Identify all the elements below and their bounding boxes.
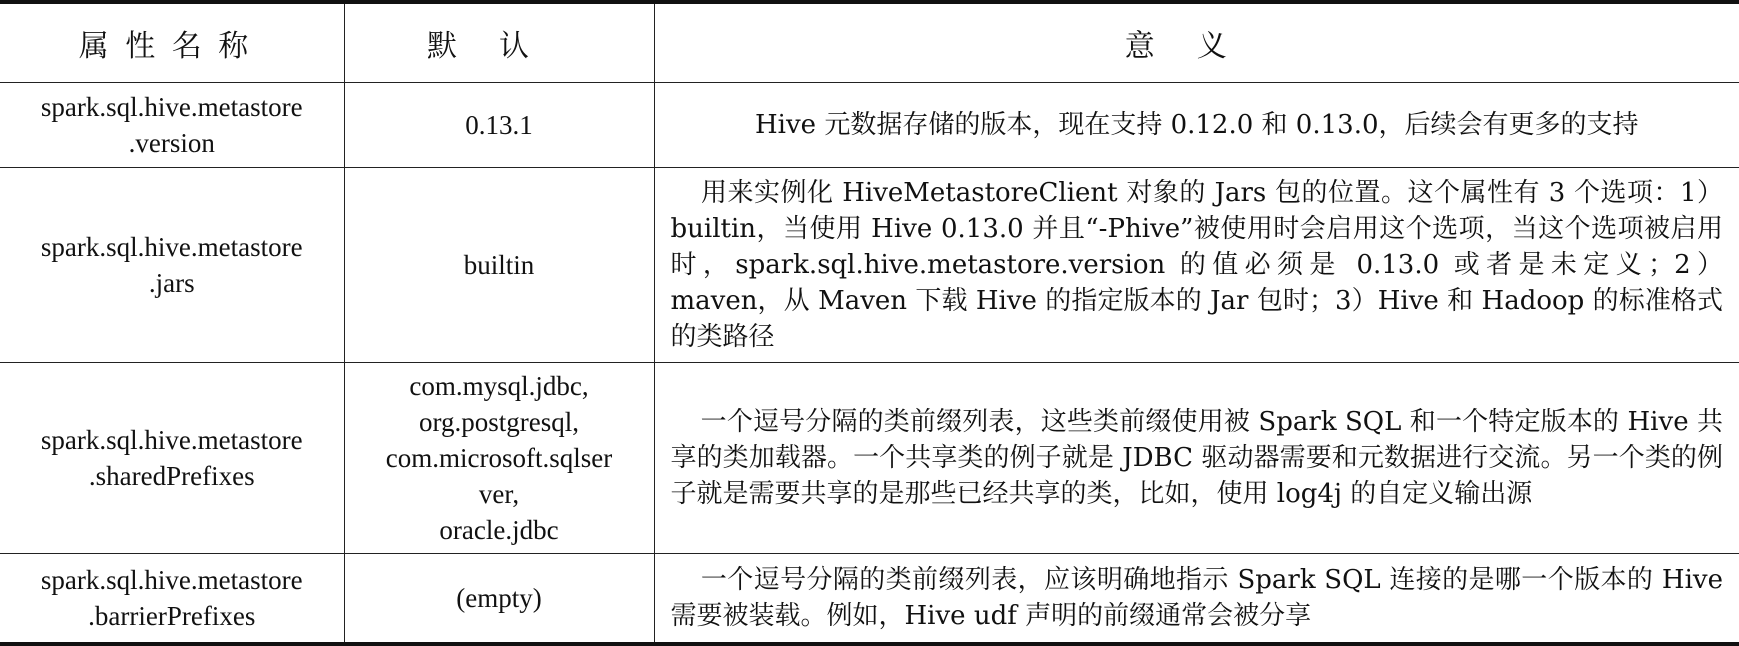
- property-name-line: .version: [128, 128, 215, 158]
- default-value-line: (empty): [456, 583, 542, 613]
- header-default: 默认: [344, 2, 654, 83]
- description-text: 一个逗号分隔的类前缀列表，这些类前缀使用被 Spark SQL 和一个特定版本的 Hive 共享的类加载器。一个共享类的例子就是 JDBC 驱动器需要和元数据进行交流。另一个类的例子就是需要共享的是那些已经共享的类，比如，使用 log4j 的自定义输出源: [670, 407, 1723, 509]
- table-row: [0, 554, 1739, 645]
- default-value-cell: [344, 83, 654, 168]
- property-name-line: spark.sql.hive.metastore: [40, 425, 303, 455]
- default-value-line: oracle.jdbc: [439, 515, 559, 545]
- table-row: [0, 168, 1739, 363]
- default-value-cell: [344, 554, 654, 645]
- description-text: 用来实例化 HiveMetastoreClient 对象的 Jars 包的位置。这个属性有 3 个选项：1）builtin，当使用 Hive 0.13.0 并且“-Phive”被使用时会启用这个选项，当这个选项被启用时，spark.sql.hive.metastore.version 的值必须是 0.13.0 或者是未定义；2）maven，从 Maven 下载 Hive 的指定版本的 Jar 包时；3）Hive 和 Hadoop 的标准格式的类路径: [670, 178, 1723, 352]
- header-meaning: 意义: [654, 2, 1739, 83]
- property-name-cell: [0, 363, 344, 554]
- header-row: [0, 2, 1739, 83]
- property-name-line: spark.sql.hive.metastore: [40, 92, 303, 122]
- property-name-line: spark.sql.hive.metastore: [40, 565, 303, 595]
- default-value-line: builtin: [463, 250, 535, 280]
- description-text: 一个逗号分隔的类前缀列表，应该明确地指示 Spark SQL 连接的是哪一个版本的 Hive 需要被装载。例如，Hive udf 声明的前缀通常会被分享: [670, 565, 1723, 631]
- description-cell: [654, 554, 1739, 645]
- default-value-cell: [344, 363, 654, 554]
- property-name-cell: [0, 168, 344, 363]
- default-value-cell: [344, 168, 654, 363]
- property-name-line: spark.sql.hive.metastore: [40, 232, 303, 262]
- default-value-line: com.mysql.jdbc,: [409, 371, 589, 401]
- table-row: [0, 83, 1739, 168]
- header-property-name: 属性名称: [0, 2, 344, 83]
- description-cell: [654, 83, 1739, 168]
- default-value-line: 0.13.1: [465, 110, 533, 140]
- default-value-line: org.postgresql,: [419, 407, 579, 437]
- description-text: Hive 元数据存储的版本，现在支持 0.12.0 和 0.13.0，后续会有更多的支持: [754, 110, 1639, 140]
- table-row: [0, 363, 1739, 554]
- default-value-line: ver,: [478, 479, 520, 509]
- description-cell: [654, 363, 1739, 554]
- property-name-cell: [0, 554, 344, 645]
- default-value-line: com.microsoft.sqlser: [385, 443, 613, 473]
- property-name-line: .sharedPrefixes: [88, 461, 255, 491]
- description-cell: [654, 168, 1739, 363]
- property-name-line: .barrierPrefixes: [88, 601, 256, 631]
- property-name-cell: [0, 83, 344, 168]
- property-name-line: .jars: [148, 268, 195, 298]
